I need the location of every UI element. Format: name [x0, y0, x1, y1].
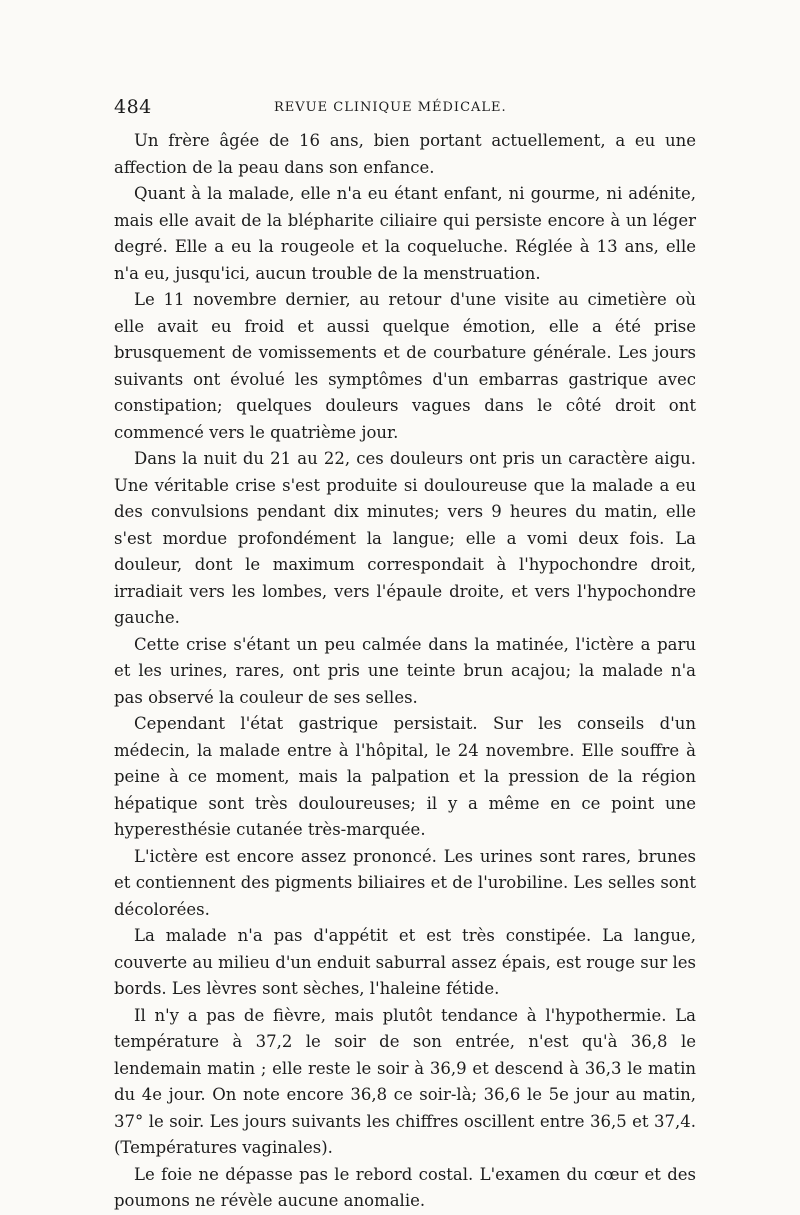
paragraph: Cependant l'état gastrique persistait. Sur les conseils d'un médecin, la malade entre à l'hôpital, le 24 novembre. Elle souffre à peine à ce moment, mais la palpation et la pression de la région hépatique sont très douloureuses; il y a même en ce point une hyperesthésie cutanée très-marquée. [114, 714, 696, 839]
page-header [114, 96, 696, 122]
paragraph: Le 11 novembre dernier, au retour d'une visite au cimetière où elle avait eu froid et aussi quelque émotion, elle a été prise brusquement de vomissements et de courbature générale. Les jours suivants ont évolué les symptômes d'un embarras gastrique avec constipation; quelques douleurs vagues dans le côté droit ont commencé vers le quatrième jour. [114, 290, 696, 442]
paragraph: La malade n'a pas d'appétit et est très constipée. La langue, couverte au milieu d'un enduit saburral assez épais, est rouge sur les bords. Les lèvres sont sèches, l'haleine fétide. [114, 926, 696, 998]
paragraph: Quant à la malade, elle n'a eu étant enfant, ni gourme, ni adénite, mais elle avait de la blépharite ciliaire qui persiste encore à un léger degré. Elle a eu la rougeole et la coqueluche. Réglée à 13 ans, elle n'a eu, jusqu'ici, aucun trouble de la menstruation. [114, 184, 696, 283]
paragraph: Un frère âgée de 16 ans, bien portant actuellement, a eu une affection de la peau dans son enfance. [114, 131, 696, 177]
paragraph: Le foie ne dépasse pas le rebord costal. L'examen du cœur et des poumons ne révèle aucune anomalie. [114, 1164, 696, 1210]
paragraph: Il n'y a pas de fièvre, mais plutôt tendance à l'hypothermie. La température à 37,2 le soir de son entrée, n'est qu'à 36,8 le lendemain matin ; elle reste le soir à 36,9 et descend à 36,3 le matin du 4e jour. On note encore 36,8 ce soir-là; 36,6 le 5e jour au matin, 37° le soir. Les jours suivants les chiffres oscillent entre 36,5 et 37,4. (Températures vaginales). [114, 1005, 696, 1157]
paragraph: L'ictère est encore assez prononcé. Les urines sont rares, brunes et contiennent des pigments biliaires et de l'urobiline. Les selles sont décolorées. [114, 846, 696, 919]
paragraph: Cette crise s'étant un peu calmée dans la matinée, l'ictère a paru et les urines, rares, ont pris une teinte brun acajou; la malade n'a pas observé la couleur de ses selles. [114, 634, 696, 707]
page-number: 484 [114, 96, 152, 118]
body-text [114, 128, 696, 1215]
paragraph: Dans la nuit du 21 au 22, ces douleurs ont pris un caractère aigu. Une véritable crise s'est produite si douloureuse que la malade a eu des convulsions pendant dix minutes; vers 9 heures du matin, elle s'est mordue profondément la langue; elle a vomi deux fois. La douleur, dont le maximum correspondait à l'hypochondre droit, irradiait vers les lombes, vers l'épaule droite, et vers l'hypochondre gauche. [114, 449, 696, 627]
running-head: REVUE CLINIQUE MÉDICALE. [274, 100, 507, 115]
